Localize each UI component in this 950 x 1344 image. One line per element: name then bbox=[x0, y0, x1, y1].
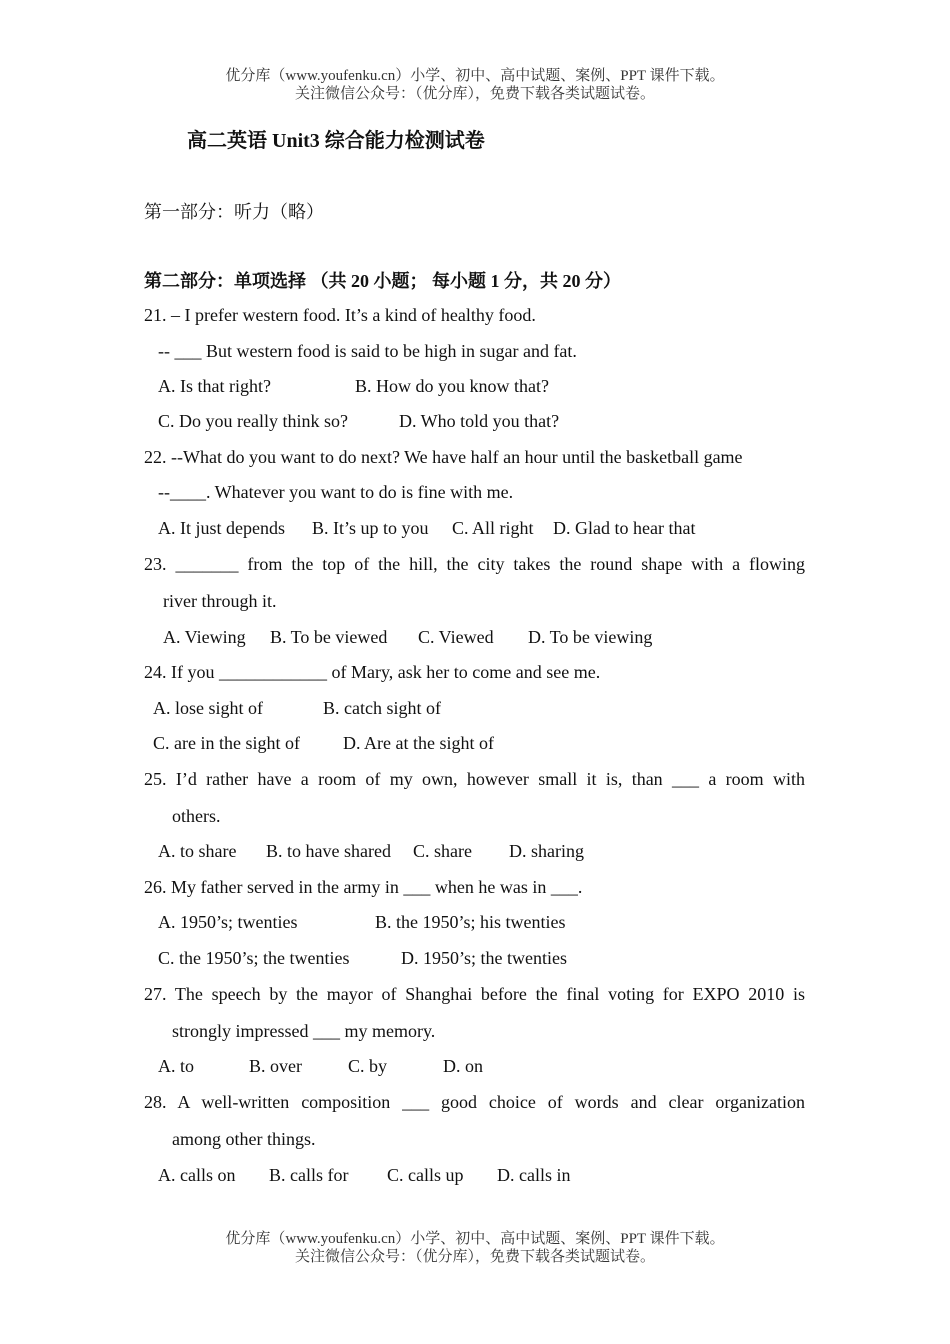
question-23-stem: 23. _______ from the top of the hill, the city takes the round shape with a flowing bbox=[144, 554, 805, 574]
question-27-stem-line2: strongly impressed ___ my memory. bbox=[172, 1021, 436, 1041]
question-23-option-b: B. To be viewed bbox=[270, 627, 388, 647]
question-27-stem: 27. The speech by the mayor of Shanghai before the final voting for EXPO 2010 is bbox=[144, 984, 805, 1004]
question-28-option-c: C. calls up bbox=[387, 1165, 464, 1185]
section-heading-multiple-choice: 第二部分：单项选择 （共 20 小题； 每小题 1 分，共 20 分） bbox=[144, 271, 621, 291]
question-25-stem: 25. I’d rather have a room of my own, however small it is, than ___ a room with bbox=[144, 769, 805, 789]
question-22-option-d: D. Glad to hear that bbox=[553, 518, 696, 538]
question-24-option-b: B. catch sight of bbox=[323, 698, 441, 718]
question-21-option-a: A. Is that right? bbox=[158, 376, 271, 396]
question-27-option-c: C. by bbox=[348, 1056, 388, 1076]
question-22-option-b: B. It’s up to you bbox=[312, 518, 429, 538]
question-26-option-d: D. 1950’s; the twenties bbox=[401, 948, 567, 968]
header-line-2: 关注微信公众号：（优分库），免费下载各类试题试卷。 bbox=[294, 86, 655, 102]
question-25-option-c: C. share bbox=[413, 841, 472, 861]
question-24-option-c: C. are in the sight of bbox=[153, 733, 300, 753]
question-25-stem-line2: others. bbox=[172, 806, 221, 826]
question-23-option-c: C. Viewed bbox=[418, 627, 494, 647]
question-24-stem: 24. If you ____________ of Mary, ask her to come and see me. bbox=[144, 662, 601, 682]
question-21-option-c: C. Do you really think so? bbox=[158, 411, 348, 431]
question-21-stem-line2: -- ___ But western food is said to be high in sugar and fat. bbox=[158, 341, 577, 361]
question-28-option-b: B. calls for bbox=[269, 1165, 349, 1185]
question-24-option-d: D. Are at the sight of bbox=[343, 733, 494, 753]
question-26-stem: 26. My father served in the army in ___ when he was in ___. bbox=[144, 877, 583, 897]
question-26-option-c: C. the 1950’s; the twenties bbox=[158, 948, 350, 968]
question-22-option-a: A. It just depends bbox=[158, 518, 285, 538]
question-27-option-d: D. on bbox=[443, 1056, 483, 1076]
question-24-option-a: A. lose sight of bbox=[153, 698, 263, 718]
question-21-option-b: B. How do you know that? bbox=[355, 376, 549, 396]
question-26-option-a: A. 1950’s; twenties bbox=[158, 912, 298, 932]
question-26-option-b: B. the 1950’s; his twenties bbox=[375, 912, 566, 932]
question-21-option-d: D. Who told you that? bbox=[399, 411, 560, 431]
page-footer bbox=[0, 1230, 950, 1266]
question-28-stem: 28. A well-written composition ___ good choice of words and clear organization bbox=[144, 1092, 805, 1112]
question-25-option-a: A. to share bbox=[158, 841, 237, 861]
question-28-option-a: A. calls on bbox=[158, 1165, 236, 1185]
question-23-stem-line2: river through it. bbox=[163, 591, 277, 611]
question-25-option-d: D. sharing bbox=[509, 841, 584, 861]
section-heading-listening: 第一部分：听力（略） bbox=[144, 202, 324, 222]
question-25-option-b: B. to have shared bbox=[266, 841, 391, 861]
question-27-option-a: A. to bbox=[158, 1056, 194, 1076]
page-header bbox=[0, 67, 950, 103]
header-line-1: 优分库（www.youfenku.cn）小学、初中、高中试题、案例、PPT 课件下载。 bbox=[225, 68, 725, 84]
question-23-option-d: D. To be viewing bbox=[528, 627, 653, 647]
question-22-stem-line2: --____. Whatever you want to do is fine with me. bbox=[158, 482, 514, 502]
footer-line-1: 优分库（www.youfenku.cn）小学、初中、高中试题、案例、PPT 课件下载。 bbox=[225, 1231, 725, 1247]
question-22-stem: 22. --What do you want to do next? We have half an hour until the basketball game bbox=[144, 447, 743, 467]
question-21-stem: 21. – I prefer western food. It’s a kind of healthy food. bbox=[144, 305, 536, 325]
page-title: 高二英语 Unit3 综合能力检测试卷 bbox=[187, 130, 485, 152]
question-22-option-c: C. All right bbox=[452, 518, 534, 538]
footer-line-2: 关注微信公众号：（优分库），免费下载各类试题试卷。 bbox=[294, 1249, 655, 1265]
question-28-stem-line2: among other things. bbox=[172, 1129, 316, 1149]
question-27-option-b: B. over bbox=[249, 1056, 302, 1076]
question-23-option-a: A. Viewing bbox=[163, 627, 246, 647]
question-28-option-d: D. calls in bbox=[497, 1165, 571, 1185]
